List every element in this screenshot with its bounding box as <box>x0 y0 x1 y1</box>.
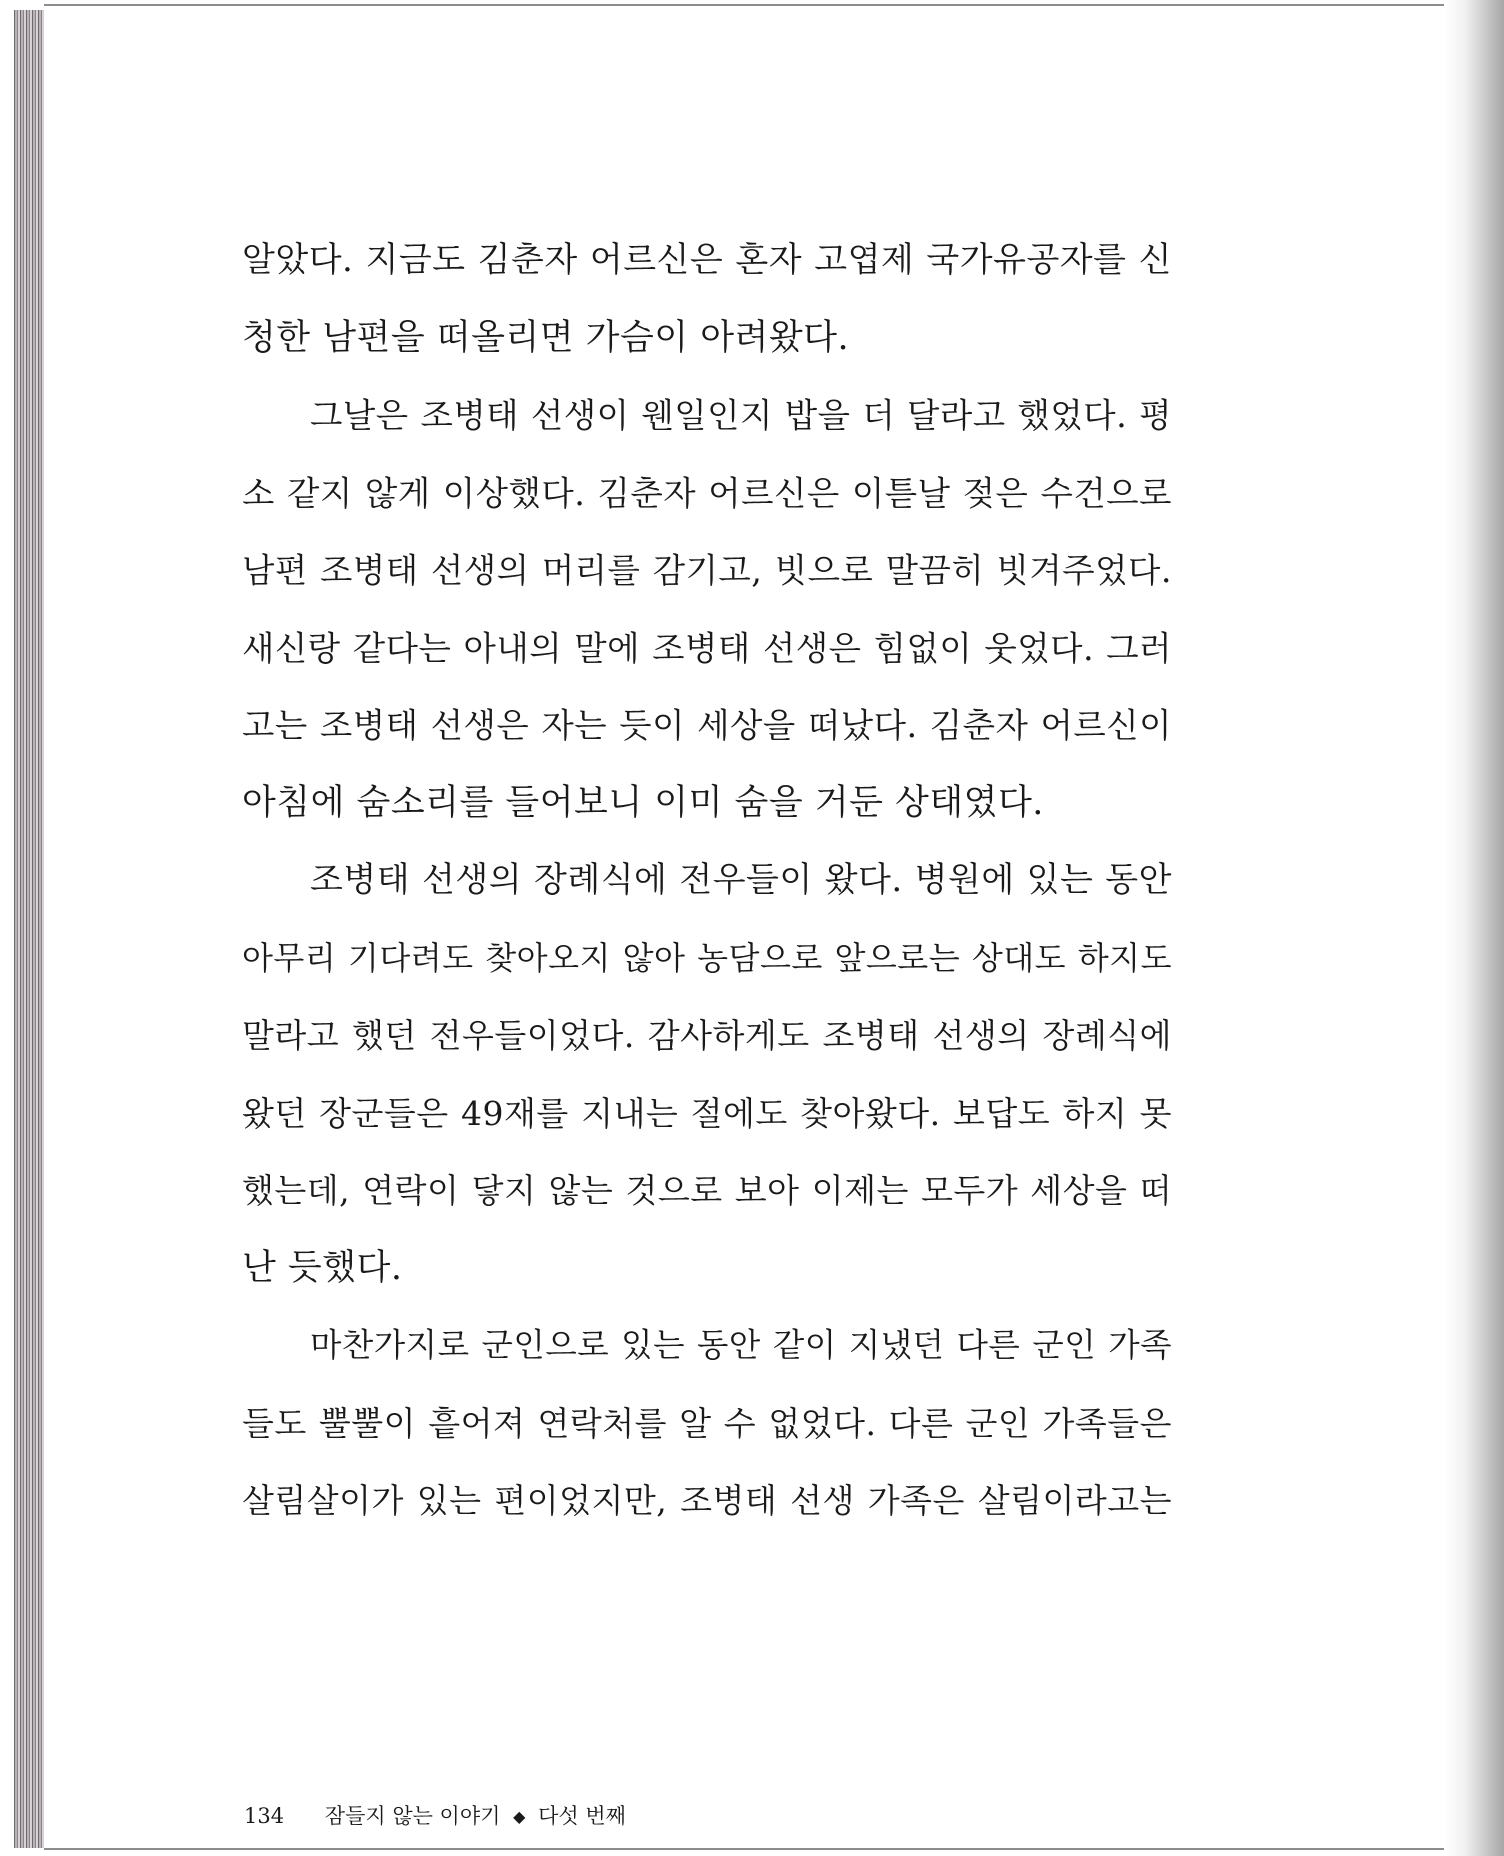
text-line: 살림살이가 있는 편이었지만, 조병태 선생 가족은 살림이라고는 <box>242 1481 1172 1520</box>
page-number: 134 <box>244 1804 285 1828</box>
text-line: 아무리 기다려도 찾아오지 않아 농담으로 앞으로는 상대도 하지도 <box>242 938 1172 977</box>
text-line: 들도 뿔뿔이 흩어져 연락처를 알 수 없었다. 다른 군인 가족들은 <box>242 1403 1172 1443</box>
text-line: 마찬가지로 군인으로 있는 동안 같이 지냈던 다른 군인 가족 <box>310 1326 1172 1364</box>
text-line: 아침에 숨소리를 들어보니 이미 숨을 거둔 상태였다. <box>242 782 1044 823</box>
diamond-separator-icon: ◆ <box>513 1807 526 1826</box>
text-line: 말라고 했던 전우들이었다. 감사하게도 조병태 선생의 장례식에 <box>242 1016 1172 1055</box>
text-line: 새신랑 같다는 아내의 말에 조병태 선생은 힘없이 웃었다. 그러 <box>242 628 1172 668</box>
text-line: 그날은 조병태 선생이 웬일인지 밥을 더 달라고 했었다. 평 <box>310 396 1172 435</box>
text-line: 조병태 선생의 장례식에 전우들이 왔다. 병원에 있는 동안 <box>310 860 1172 900</box>
text-line: 했는데, 연락이 닿지 않는 것으로 보아 이제는 모두가 세상을 떠 <box>242 1171 1172 1210</box>
text-line: 알았다. 지금도 김춘자 어르신은 혼자 고엽제 국가유공자를 신 <box>242 240 1172 280</box>
body-text <box>242 222 1172 1540</box>
page-edges <box>14 10 46 1848</box>
text-line: 왔던 장군들은 49재를 지내는 절에도 찾아왔다. 보답도 하지 못 <box>242 1093 1172 1133</box>
book-title: 잠들지 않는 이야기 <box>324 1804 501 1828</box>
text-line: 고는 조병태 선생은 자는 듯이 세상을 떠났다. 김춘자 어르신이 <box>242 706 1172 745</box>
volume-label: 다섯 번째 <box>538 1804 626 1828</box>
page-shadow <box>1444 0 1504 1856</box>
text-line: 난 듯했다. <box>242 1247 403 1288</box>
text-line: 남편 조병태 선생의 머리를 감기고, 빗으로 말끔히 빗겨주었다. <box>242 551 1172 590</box>
page-footer <box>244 1800 626 1830</box>
text-line: 소 같지 않게 이상했다. 김춘자 어르신은 이튿날 젖은 수건으로 <box>242 473 1172 513</box>
text-line: 청한 남편을 떠올리면 가슴이 아려왔다. <box>242 317 850 358</box>
